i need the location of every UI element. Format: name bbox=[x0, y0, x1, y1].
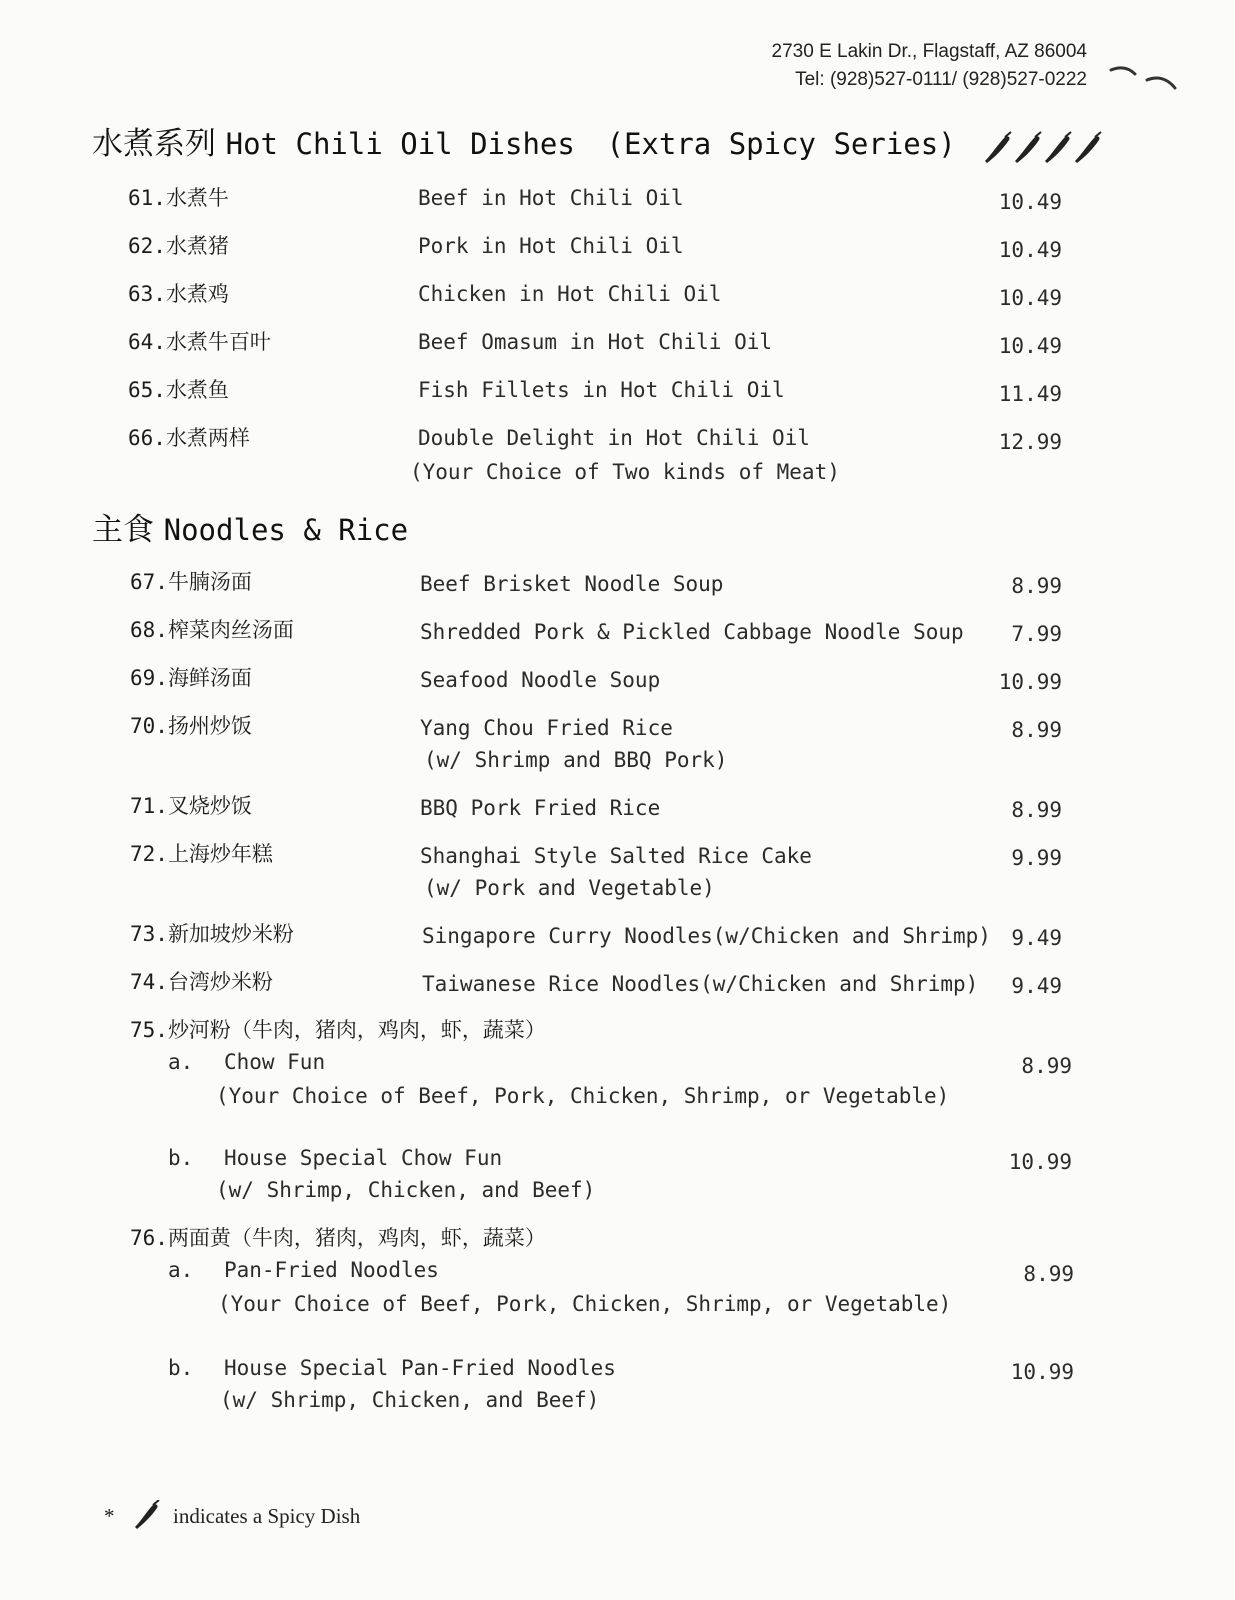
item-name-en: BBQ Pork Fried Rice bbox=[420, 796, 661, 820]
item-description: (Your Choice of Beef, Pork, Chicken, Shrimp, or Vegetable) bbox=[218, 1292, 952, 1316]
item-number: 62. bbox=[128, 234, 166, 258]
item-price: 8.99 bbox=[1011, 718, 1062, 742]
menu-item-67 bbox=[130, 566, 252, 598]
item-price: 8.99 bbox=[1011, 798, 1062, 822]
menu-item-74 bbox=[130, 966, 273, 998]
phone-line: Tel: (928)527-0111/ (928)527-0222 bbox=[795, 69, 1087, 90]
item-name-zh: 扬州炒饭 bbox=[167, 714, 252, 738]
item-name-en: Taiwanese Rice Noodles(w/Chicken and Shrimp) bbox=[422, 972, 979, 996]
menu-item-72 bbox=[130, 838, 273, 870]
item-name-zh: 两面黄（牛肉，猪肉，鸡肉，虾，蔬菜） bbox=[167, 1226, 546, 1250]
item-name-en: Fish Fillets in Hot Chili Oil bbox=[418, 378, 785, 402]
item-name-en: Pork in Hot Chili Oil bbox=[418, 234, 684, 258]
menu-item-61 bbox=[128, 182, 229, 214]
item-name-zh: 水煮鸡 bbox=[165, 282, 229, 306]
item-price: 10.49 bbox=[998, 286, 1062, 310]
item-number: 68. bbox=[130, 618, 168, 642]
item-name-zh: 炒河粉（牛肉，猪肉，鸡肉，虾，蔬菜） bbox=[167, 1018, 546, 1042]
item-name-zh: 水煮猪 bbox=[165, 234, 229, 258]
item-description: (Your Choice of Two kinds of Meat) bbox=[410, 460, 840, 484]
menu-item-76 bbox=[130, 1222, 546, 1254]
item-number: 63. bbox=[128, 282, 166, 306]
menu-item-66 bbox=[128, 422, 250, 454]
item-price: 9.49 bbox=[1011, 974, 1062, 998]
menu-item-65 bbox=[128, 374, 229, 406]
item-price: 10.49 bbox=[998, 334, 1062, 358]
address-line: 2730 E Lakin Dr., Flagstaff, AZ 86004 bbox=[771, 41, 1087, 62]
item-number: 61. bbox=[128, 186, 166, 210]
item-name-en: Beef Brisket Noodle Soup bbox=[420, 572, 724, 596]
item-price: 7.99 bbox=[1011, 622, 1062, 646]
item-name-en: Shanghai Style Salted Rice Cake bbox=[420, 844, 812, 868]
item-name-en: Beef in Hot Chili Oil bbox=[418, 186, 684, 210]
item-number: 75. bbox=[130, 1018, 168, 1042]
section-title-zh: 水煮系列 bbox=[92, 126, 216, 162]
section-title-noodles bbox=[92, 504, 408, 549]
item-number: 71. bbox=[130, 794, 168, 818]
menu-item-64 bbox=[128, 326, 271, 358]
item-description: (w/ Shrimp, Chicken, and Beef) bbox=[220, 1388, 600, 1412]
item-number: 76. bbox=[130, 1226, 168, 1250]
chili-pepper-icons bbox=[981, 131, 1105, 169]
item-name-zh: 海鲜汤面 bbox=[167, 666, 252, 690]
menu-item-63 bbox=[128, 278, 229, 310]
menu-item-70 bbox=[130, 710, 252, 742]
item-name-en: Double Delight in Hot Chili Oil bbox=[418, 426, 810, 450]
option-letter: a. bbox=[168, 1050, 194, 1074]
item-price: 8.99 bbox=[1011, 574, 1062, 598]
section-subtitle: (Extra Spicy Series) bbox=[606, 127, 956, 161]
item-name-zh: 水煮牛 bbox=[165, 186, 229, 210]
item-price: 8.99 bbox=[1023, 1262, 1074, 1286]
item-75a bbox=[168, 1046, 325, 1078]
menu-item-68 bbox=[130, 614, 294, 646]
item-name-en: Beef Omasum in Hot Chili Oil bbox=[418, 330, 773, 354]
section-title-hot-chili bbox=[92, 118, 1105, 169]
item-number: 69. bbox=[130, 666, 168, 690]
item-description: (w/ Shrimp, Chicken, and Beef) bbox=[216, 1178, 596, 1202]
item-number: 65. bbox=[128, 378, 166, 402]
spicy-legend bbox=[104, 1500, 360, 1536]
option-letter: b. bbox=[168, 1356, 194, 1380]
option-letter: a. bbox=[168, 1258, 194, 1282]
item-price: 9.49 bbox=[1011, 926, 1062, 950]
item-name-en: House Special Chow Fun bbox=[223, 1146, 503, 1170]
item-name-en: Shredded Pork & Pickled Cabbage Noodle Soup bbox=[420, 620, 964, 644]
item-price: 8.99 bbox=[1021, 1054, 1072, 1078]
pen-mark-decoration bbox=[1107, 62, 1187, 102]
menu-item-71 bbox=[130, 790, 252, 822]
section-title-zh: 主食 bbox=[92, 512, 154, 548]
item-price: 12.99 bbox=[998, 430, 1062, 454]
item-price: 10.99 bbox=[998, 670, 1062, 694]
restaurant-contact bbox=[772, 38, 1087, 94]
item-description: (Your Choice of Beef, Pork, Chicken, Shrimp, or Vegetable) bbox=[216, 1084, 950, 1108]
item-number: 67. bbox=[130, 570, 168, 594]
item-76a bbox=[168, 1254, 439, 1286]
item-name-zh: 上海炒年糕 bbox=[167, 842, 273, 866]
menu-item-69 bbox=[130, 662, 252, 694]
item-price: 10.49 bbox=[998, 190, 1062, 214]
item-name-en: House Special Pan-Fried Noodles bbox=[223, 1356, 616, 1380]
item-number: 70. bbox=[130, 714, 168, 738]
item-name-zh: 台湾炒米粉 bbox=[167, 970, 273, 994]
asterisk: * bbox=[104, 1503, 115, 1528]
item-name-zh: 牛腩汤面 bbox=[167, 570, 252, 594]
item-name-en: Chicken in Hot Chili Oil bbox=[418, 282, 722, 306]
item-name-zh: 叉烧炒饭 bbox=[167, 794, 252, 818]
item-description: (w/ Shrimp and BBQ Pork) bbox=[424, 748, 728, 772]
section-title-en: Hot Chili Oil Dishes bbox=[225, 127, 575, 161]
item-price: 11.49 bbox=[998, 382, 1062, 406]
item-price: 10.49 bbox=[998, 238, 1062, 262]
item-number: 64. bbox=[128, 330, 166, 354]
item-name-en: Chow Fun bbox=[223, 1050, 326, 1074]
legend-text: indicates a Spicy Dish bbox=[173, 1503, 361, 1528]
item-name-en: Pan-Fried Noodles bbox=[223, 1258, 439, 1282]
item-description: (w/ Pork and Vegetable) bbox=[424, 876, 715, 900]
option-letter: b. bbox=[168, 1146, 194, 1170]
item-name-zh: 榨菜肉丝汤面 bbox=[167, 618, 294, 642]
item-price: 10.99 bbox=[1008, 1150, 1072, 1174]
menu-item-62 bbox=[128, 230, 229, 262]
section-title-en: Noodles & Rice bbox=[163, 513, 409, 547]
item-name-zh: 水煮两样 bbox=[165, 426, 250, 450]
item-name-en: Seafood Noodle Soup bbox=[420, 668, 661, 692]
item-name-en: Singapore Curry Noodles(w/Chicken and Shrimp) bbox=[422, 924, 991, 948]
item-75b bbox=[168, 1142, 502, 1174]
item-name-zh: 水煮牛百叶 bbox=[165, 330, 271, 354]
menu-item-75 bbox=[130, 1014, 546, 1046]
item-number: 73. bbox=[130, 922, 168, 946]
item-name-en: Yang Chou Fried Rice bbox=[420, 716, 673, 740]
item-number: 66. bbox=[128, 426, 166, 450]
item-76b bbox=[168, 1352, 616, 1384]
menu-item-73 bbox=[130, 918, 294, 950]
item-price: 10.99 bbox=[1010, 1360, 1074, 1384]
item-name-zh: 新加坡炒米粉 bbox=[167, 922, 294, 946]
item-price: 9.99 bbox=[1011, 846, 1062, 870]
item-number: 74. bbox=[130, 970, 168, 994]
item-name-zh: 水煮鱼 bbox=[165, 378, 229, 402]
chili-pepper-icon bbox=[132, 1500, 162, 1536]
item-number: 72. bbox=[130, 842, 168, 866]
